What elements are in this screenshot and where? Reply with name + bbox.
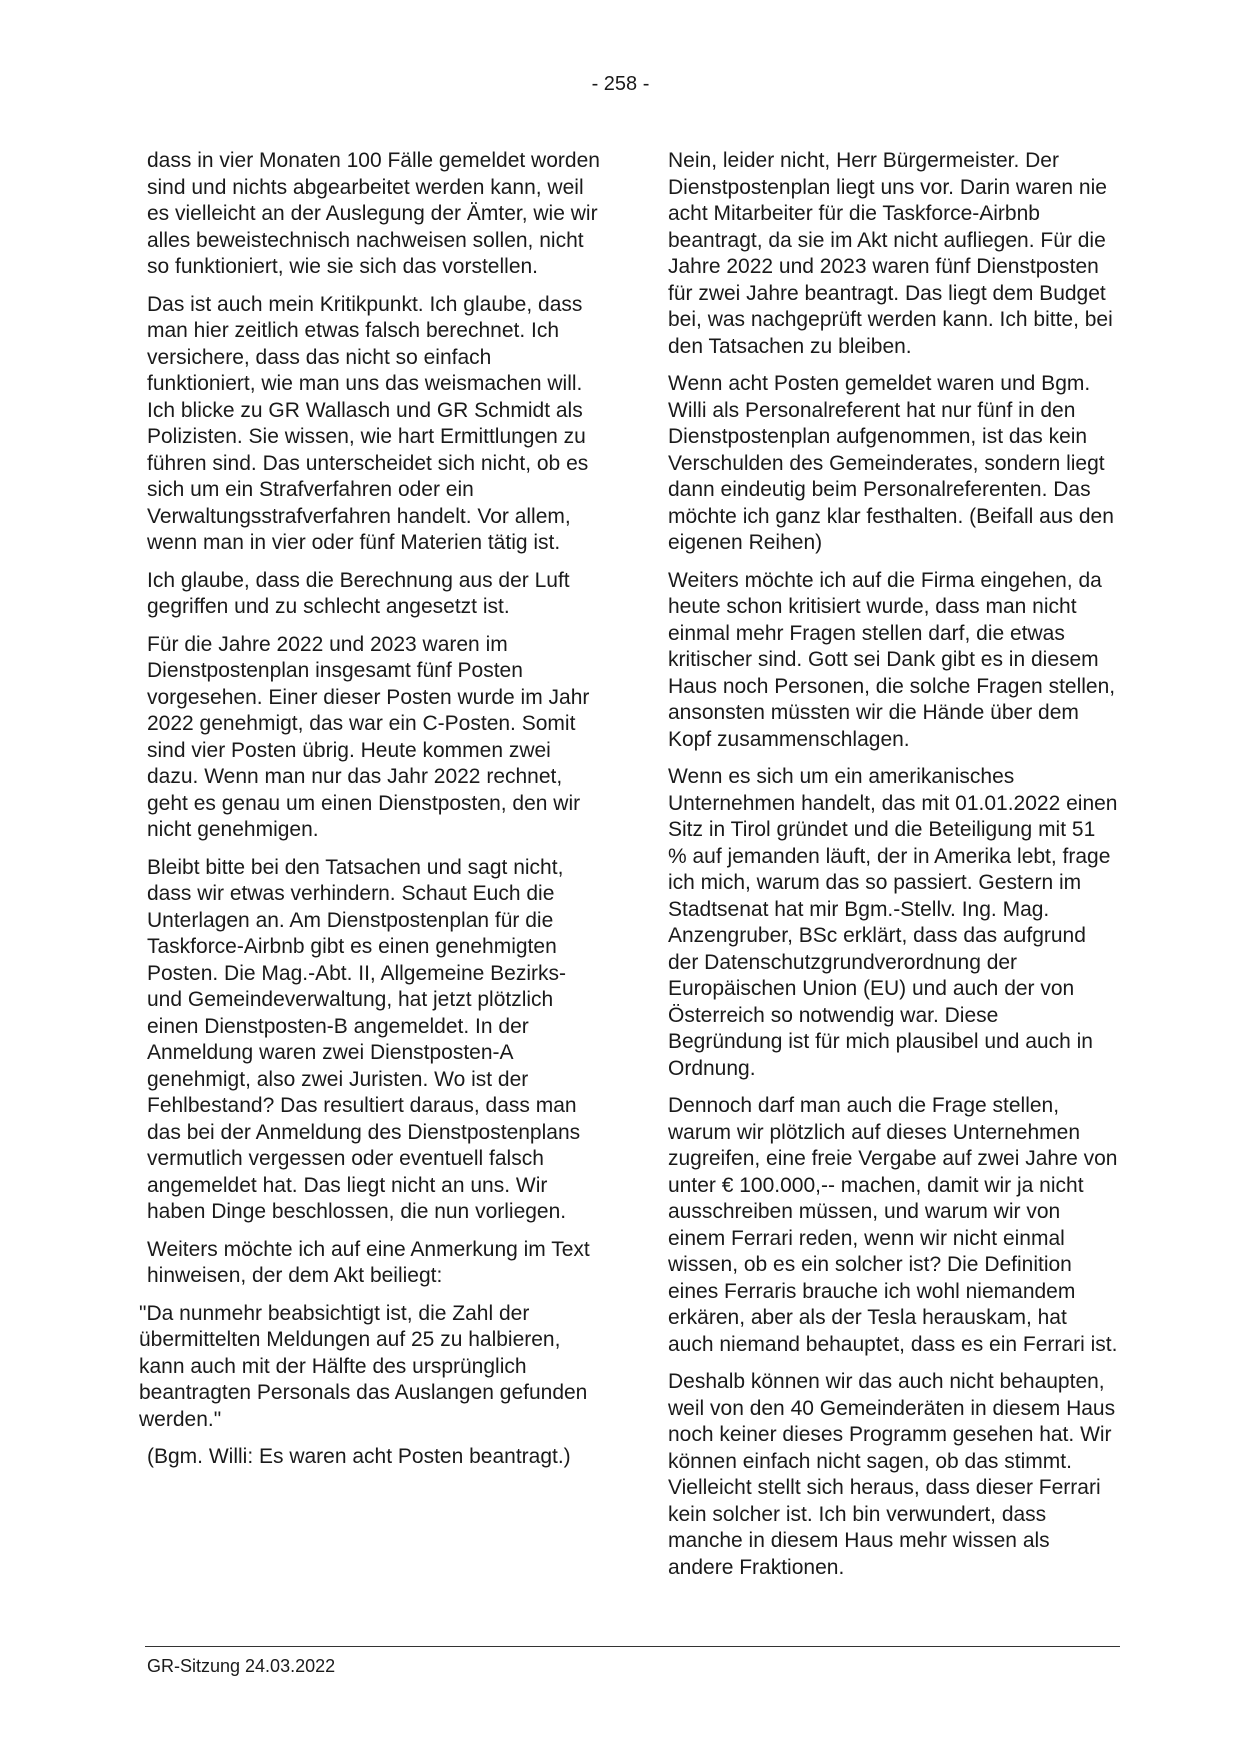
page-number: - 258 - [591,73,650,95]
paragraph: Ich glaube, dass die Berechnung aus der Luft gegriffen und zu schlecht angesetzt ist. [147,568,570,618]
paragraph: Das ist auch mein Kritikpunkt. Ich glaube, dass man hier zeitlich etwas falsch berechnet. Ich versichere, dass das nicht so einfach funktioniert, wie man uns das weismachen will. Ich blicke zu GR Wallasch und GR Schmidt als Polizisten. Sie wissen, wie hart Ermittlungen zu führen sind. Das unterscheidet sich nicht, ob es sich um ein Strafverfahren oder ein Verwaltungsstrafverfahren handelt. Vor allem, wenn man in vier oder fünf Materien tätig ist. [147,292,589,554]
paragraph: Wenn acht Posten gemeldet waren und Bgm. Willi als Personalreferent hat nur fünf in den Dienstpostenplan aufgenommen, ist das kein Verschulden des Gemeinderates, sondern liegt dann eindeutig beim Personalreferenten. Das möchte ich ganz klar festhalten. (Beifall aus den eigenen Reihen) [668,372,1114,554]
paragraph: Dennoch darf man auch die Frage stellen, warum wir plötzlich auf dieses Unternehmen zugreifen, eine freie Vergabe auf zwei Jahre von unter € 100.000,-- machen, damit wir ja nicht ausschreiben müssen, und warum wir von einem Ferrari reden, wenn wir nicht einmal wissen, ob es ein solcher ist? Die Definition eines Ferraris brauche ich wohl niemandem erkären, aber als der Tesla herauskam, hat auch niemand behauptet, dass es ein Ferrari ist. [668,1094,1118,1356]
paragraph: Wenn es sich um ein amerikanisches Unternehmen handelt, das mit 01.01.2022 einen Sitz in Tirol gründet und die Beteiligung mit 51 % auf jemanden läuft, der in Amerika lebt, frage ich mich, warum das so passiert. Gestern im Stadtsenat hat mir Bgm.-Stellv. Ing. Mag. Anzengruber, BSc erklärt, dass das aufgrund der Datenschutzgrundverordnung der Europäischen Union (EU) und auch der von Österreich so notwendig war. Diese Begründung ist für mich plausibel und auch in Ordnung. [668,765,1118,1080]
right-column [668,148,1118,1592]
interjection: (Bgm. Willi: Es waren acht Posten beantragt.) [147,1445,571,1468]
footer-divider [145,1646,1120,1647]
quote: "Da nunmehr beabsichtigt ist, die Zahl der übermittelten Meldungen auf 25 zu halbieren, kann auch mit der Hälfte des ursprünglich beantragten Personals das Auslangen gefunden werden." [139,1301,588,1431]
paragraph: dass in vier Monaten 100 Fälle gemeldet worden sind und nichts abgearbeitet werden kann, weil es vielleicht an der Auslegung der Ämter, wie wir alles beweistechnisch nachweisen sollen, nicht so funktioniert, wie sie sich das vorstellen. [147,149,600,278]
paragraph: Weiters möchte ich auf eine Anmerkung im Text hinweisen, der dem Akt beiliegt: [147,1237,590,1287]
paragraph: Nein, leider nicht, Herr Bürgermeister. Der Dienstpostenplan liegt uns vor. Darin waren nie acht Mitarbeiter für die Taskforce-Airbnb beantragt, da sie im Akt nicht aufliegen. Für die Jahre 2022 und 2023 waren fünf Dienstposten für zwei Jahre beantragt. Das liegt dem Budget bei, was nachgeprüft werden kann. Ich bitte, bei den Tatsachen zu bleiben. [668,149,1113,358]
footer: GR-Sitzung 24.03.2022 [147,1656,336,1676]
paragraph: Für die Jahre 2022 und 2023 waren im Dienstpostenplan insgesamt fünf Posten vorgesehen. Einer dieser Posten wurde im Jahr 2022 genehmigt, das war ein C-Posten. Somit sind vier Posten übrig. Heute kommen zwei dazu. Wenn man nur das Jahr 2022 rechnet, geht es genau um einen Dienstposten, den wir nicht genehmigen. [147,632,590,841]
paragraph: Bleibt bitte bei den Tatsachen und sagt nicht, dass wir etwas verhindern. Schaut Euch die Unterlagen an. Am Dienstpostenplan für die Taskforce-Airbnb gibt es einen genehmigten Posten. Die Mag.-Abt. II, Allgemeine Bezirks- und Gemeindeverwaltung, hat jetzt plötzlich einen Dienstposten-B angemeldet. In der Anmeldung waren zwei Dienstposten-A genehmigt, also zwei Juristen. Wo ist der Fehlbestand? Das resultiert daraus, dass man das bei der Anmeldung des Dienstpostenplans vermutlich vergessen oder eventuell falsch angemeldet hat. Das liegt nicht an uns. Wir haben Dinge beschlossen, die nun vorliegen. [147,855,581,1223]
paragraph: Weiters möchte ich auf die Firma eingehen, da heute schon kritisiert wurde, dass man nicht einmal mehr Fragen stellen darf, die etwas kritischer sind. Gott sei Dank gibt es in diesem Haus noch Personen, die solche Fragen stellen, ansonsten müssten wir die Hände über dem Kopf zusammenschlagen. [668,568,1116,751]
left-column [139,148,602,1482]
paragraph: Deshalb können wir das auch nicht behaupten, weil von den 40 Gemeinderäten in diesem Haus noch keiner dieses Programm gesehen hat. Wir können einfach nicht sagen, ob das stimmt. Vielleicht stellt sich heraus, dass dieser Ferrari kein solcher ist. Ich bin verwundert, dass manche in diesem Haus mehr wissen als andere Fraktionen. [668,1370,1116,1579]
